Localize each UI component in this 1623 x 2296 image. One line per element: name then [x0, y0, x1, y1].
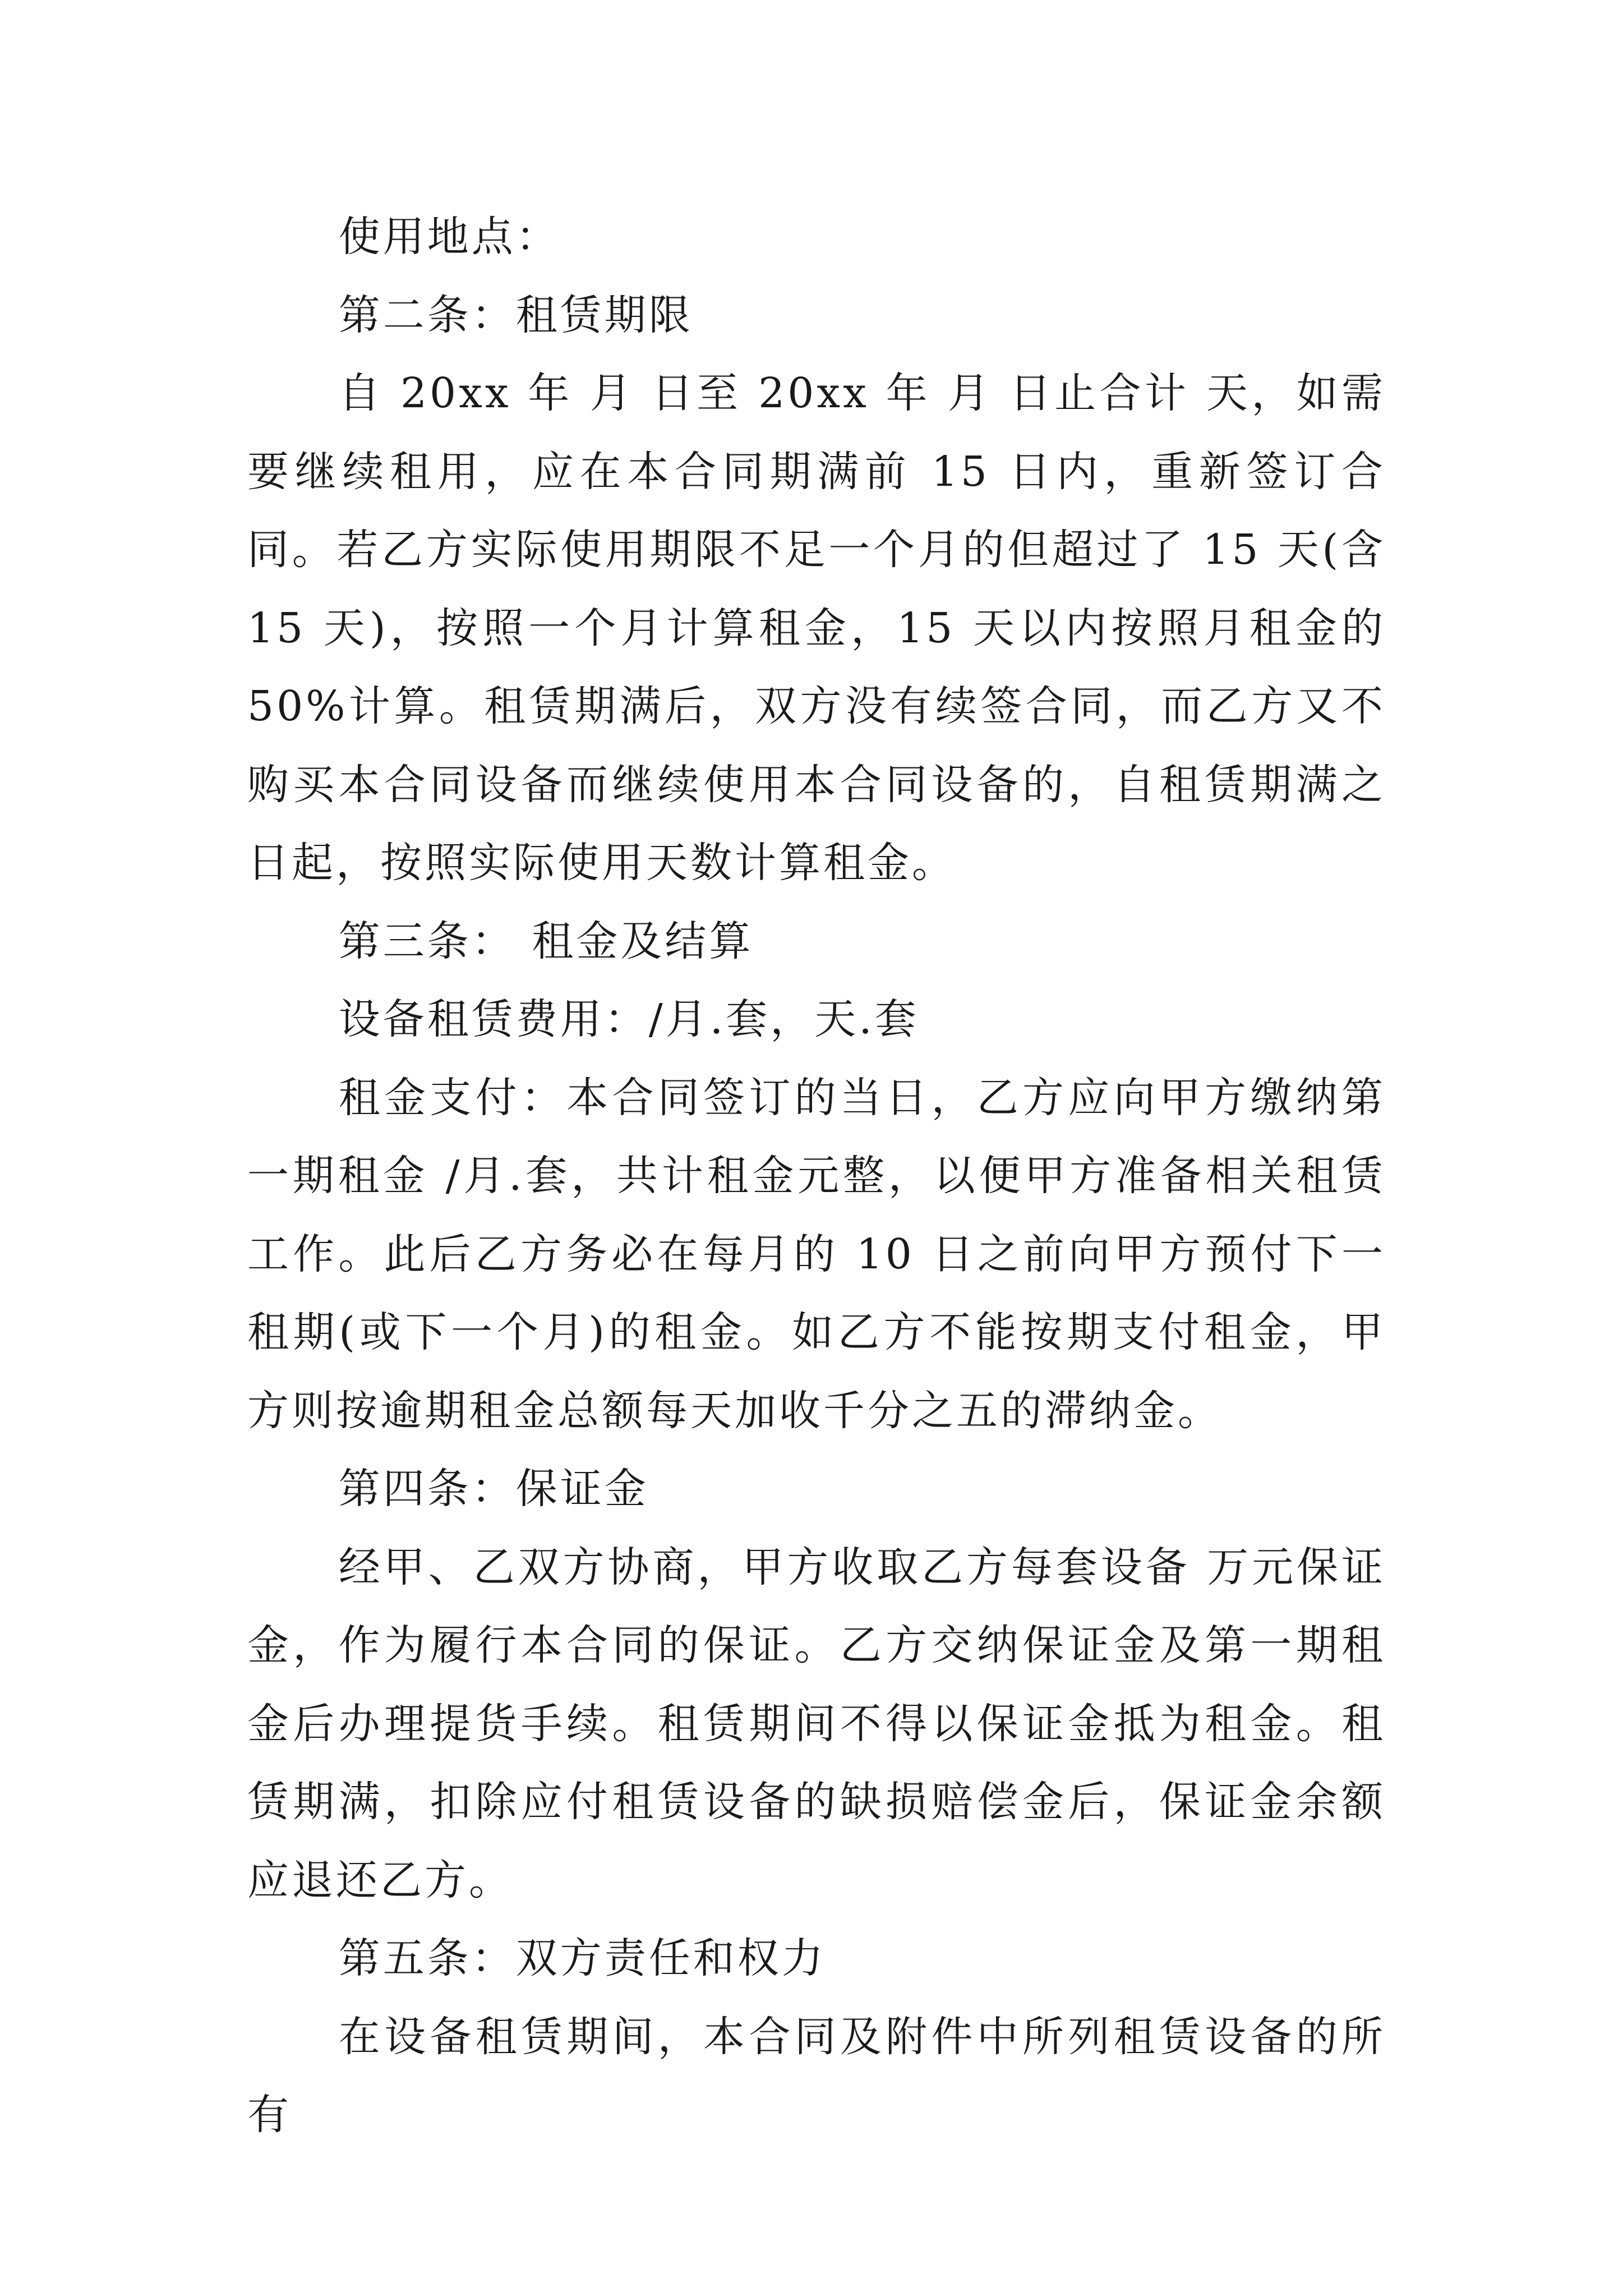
paragraph-lease-term: 自 20xx 年 月 日至 20xx 年 月 日止合计 天，如需要继续租用，应在本合同期满前 15 日内，重新签订合同。若乙方实际使用期限不足一个月的但超过了 15 天(含 15 天)，按照一个月计算租金，15 天以内按照月租金的 50%计算。租赁期满后，双方没有续签合同，而乙方又不购买本合同设备而继续使用本合同设备的，自租赁期满之日起，按照实际使用天数计算租金。	[247, 369, 1386, 887]
paragraph-usage-location: 使用地点：	[338, 213, 560, 261]
heading-article-5-responsibilities: 第五条：双方责任和权力	[338, 1934, 826, 1982]
paragraph-responsibilities: 在设备租赁期间，本合同及附件中所列租赁设备的所有	[247, 2012, 1386, 2139]
heading-article-2-lease-term: 第二条：租赁期限	[338, 291, 693, 339]
paragraph-rent-payment: 租金支付：本合同签订的当日，乙方应向甲方缴纳第一期租金 /月.套，共计租金元整，以便甲方准备相关租赁工作。此后乙方务必在每月的 10 日之前向甲方预付下一租期(或下一个月)的租金。如乙方不能按期支付租金，甲方则按逾期租金总额每天加收千分之五的滞纳金。	[247, 1073, 1386, 1435]
heading-article-4-deposit: 第四条：保证金	[338, 1465, 649, 1513]
paragraph-deposit: 经甲、乙双方协商，甲方收取乙方每套设备 万元保证金，作为履行本合同的保证。乙方交纳保证金及第一期租金后办理提货手续。租赁期间不得以保证金抵为租金。租赁期满，扣除应付租赁设备的缺损赔偿金后，保证金余额应退还乙方。	[247, 1543, 1386, 1904]
heading-article-3-rent-settlement: 第三条： 租金及结算	[338, 917, 754, 965]
document-page	[247, 198, 1386, 2155]
paragraph-rental-fee: 设备租赁费用：/月.套，天.套	[338, 995, 919, 1043]
